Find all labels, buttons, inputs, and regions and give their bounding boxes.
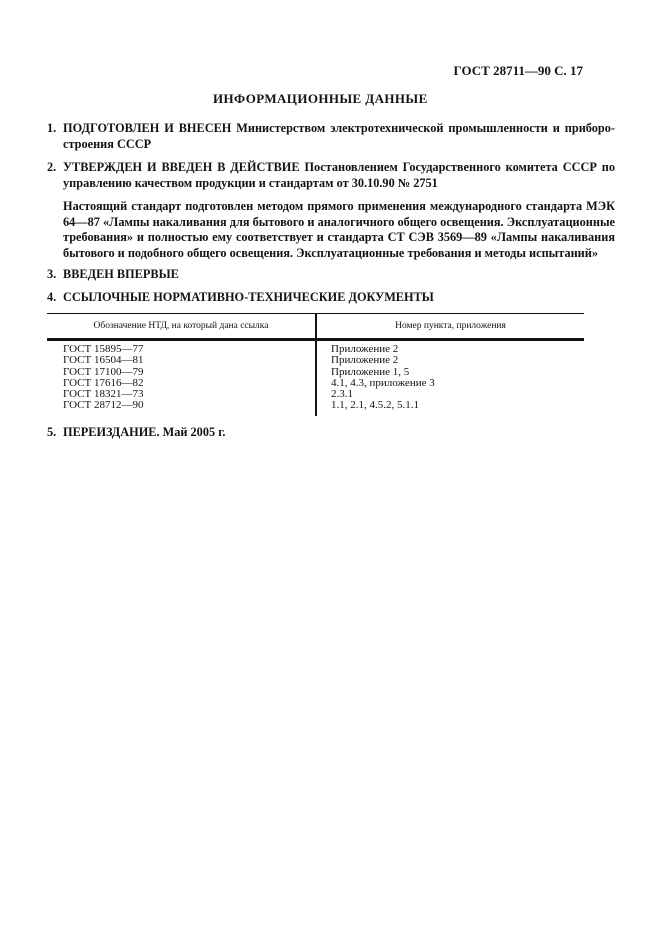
- table-row-ntd-cell: ГОСТ 16504—81: [63, 354, 144, 367]
- table-header-ref: Номер пункта, приложения: [315, 314, 584, 338]
- item-1-line-2: строения СССР: [63, 137, 152, 151]
- reference-documents-table: [47, 313, 584, 416]
- item-2-approved-by: [47, 159, 615, 191]
- table-row-ref-cell: 1.1, 2.1, 4.5.2, 5.1.1: [331, 399, 419, 412]
- document-title: ИНФОРМАЦИОННЫЕ ДАННЫЕ: [213, 91, 428, 106]
- item-3-first-introduced: [47, 266, 615, 282]
- item-1-prepared-by: [47, 120, 615, 152]
- item-2-line-2: управлению качеством продукции и стандартам от 30.10.90 № 2751: [63, 176, 438, 190]
- table-header-row: [47, 314, 584, 341]
- item-5-text: ПЕРЕИЗДАНИЕ. Май 2005 г.: [63, 425, 226, 439]
- item-4-number: 4.: [47, 290, 57, 304]
- table-row-ntd-cell: ГОСТ 17100—79: [63, 365, 144, 378]
- table-row-ref-cell: Приложение 1, 5: [331, 365, 410, 378]
- table-column-ntd: [47, 341, 315, 416]
- item-1-number: 1.: [47, 121, 57, 135]
- note-line-2: 64—87 «Лампы накаливания для бытового и аналогичного общего освещения. Эксплуатационные: [63, 214, 615, 229]
- item-3-text: ВВЕДЕН ВПЕРВЫЕ: [63, 267, 179, 281]
- table-row-ref-cell: 4.1, 4.3, приложение 3: [331, 376, 435, 389]
- page-header: ГОСТ 28711—90 С. 17: [453, 63, 583, 78]
- table-row-ntd-cell: ГОСТ 17616—82: [63, 376, 144, 389]
- table-row-ref-cell: Приложение 2: [331, 354, 399, 367]
- item-4-reference-documents: [47, 289, 615, 305]
- note-line-3: требования» и полностью ему соответствует и стандарта СТ СЭВ 3569—89 «Лампы накаливания: [63, 230, 615, 245]
- table-row-ntd-cell: ГОСТ 18321—73: [63, 388, 144, 401]
- item-4-text: ССЫЛОЧНЫЕ НОРМАТИВНО-ТЕХНИЧЕСКИЕ ДОКУМЕНТЫ: [63, 290, 434, 304]
- table-body: [47, 341, 584, 416]
- item-1-line-1: ПОДГОТОВЛЕН И ВНЕСЕН Министерством электротехнической промышленности и приборо-: [63, 121, 615, 135]
- item-5-republication: [47, 424, 615, 440]
- note-line-1: Настоящий стандарт подготовлен методом прямого применения международного стандарта МЭК: [63, 199, 615, 213]
- table-row-ntd-cell: ГОСТ 28712—90: [63, 399, 144, 412]
- item-2-number: 2.: [47, 160, 57, 174]
- table-row-ref-cell: Приложение 2: [331, 343, 399, 355]
- item-5-number: 5.: [47, 425, 57, 439]
- item-3-number: 3.: [47, 267, 57, 281]
- table-row-ntd-cell: ГОСТ 15895—77: [63, 343, 144, 355]
- standard-application-note: [63, 199, 615, 261]
- item-2-line-1: УТВЕРЖДЕН И ВВЕДЕН В ДЕЙСТВИЕ Постановлением Государственного комитета СССР по: [63, 160, 615, 174]
- table-column-ref: [315, 341, 584, 416]
- table-header-ntd: Обозначение НТД, на который дана ссылка: [93, 321, 269, 331]
- note-line-4: бытового и подобного общего освещения. Эксплуатационные требования и методы испытаний»: [63, 245, 598, 260]
- table-row-ref-cell: 2.3.1: [331, 388, 353, 401]
